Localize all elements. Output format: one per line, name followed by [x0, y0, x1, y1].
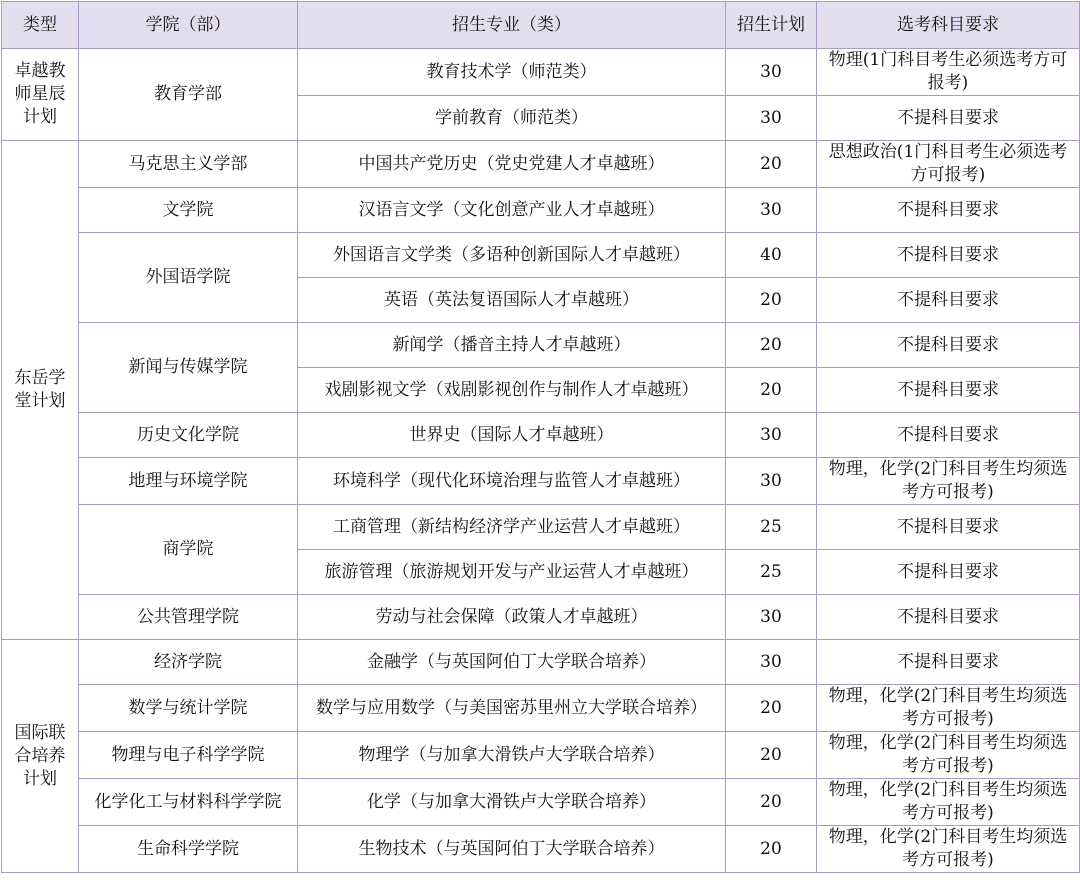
major-cell: 戏剧影视文学（戏剧影视创作与制作人才卓越班）: [298, 368, 726, 413]
college-cell: 文学院: [79, 188, 298, 233]
major-cell: 汉语言文学（文化创意产业人才卓越班）: [298, 188, 726, 233]
college-cell: 生命科学学院: [79, 826, 298, 873]
major-cell: 工商管理（新结构经济学产业运营人才卓越班）: [298, 505, 726, 550]
enrollment-plan-cell: 40: [726, 233, 817, 278]
enrollment-plan-cell: 20: [726, 779, 817, 826]
college-cell: 新闻与传媒学院: [79, 323, 298, 413]
subject-requirement-cell: 物理，化学(2门科目考生均须选考方可报考): [817, 732, 1080, 779]
plan-type-cell: 卓越教师星辰计划: [2, 49, 79, 141]
college-cell: 历史文化学院: [79, 413, 298, 458]
college-cell: 公共管理学院: [79, 595, 298, 640]
major-cell: 物理学（与加拿大滑铁卢大学联合培养）: [298, 732, 726, 779]
enrollment-plan-cell: 30: [726, 413, 817, 458]
header-plan: 招生计划: [726, 2, 817, 49]
enrollment-plan-cell: 20: [726, 278, 817, 323]
header-college: 学院（部）: [79, 2, 298, 49]
table-row: [2, 595, 1080, 640]
table-row: [2, 188, 1080, 233]
subject-requirement-cell: 物理，化学(2门科目考生均须选考方可报考): [817, 685, 1080, 732]
major-cell: 环境科学（现代化环境治理与监管人才卓越班）: [298, 458, 726, 505]
major-cell: 教育技术学（师范类）: [298, 49, 726, 96]
enrollment-plan-cell: 20: [726, 323, 817, 368]
table-row: [2, 141, 1080, 188]
subject-requirement-cell: 不提科目要求: [817, 278, 1080, 323]
table-row: [2, 413, 1080, 458]
subject-requirement-cell: 不提科目要求: [817, 640, 1080, 685]
college-cell: 地理与环境学院: [79, 458, 298, 505]
table-row: [2, 779, 1080, 826]
subject-requirement-cell: 思想政治(1门科目考生必须选考方可报考): [817, 141, 1080, 188]
subject-requirement-cell: 物理，化学(2门科目考生均须选考方可报考): [817, 779, 1080, 826]
enrollment-plan-cell: 20: [726, 732, 817, 779]
major-cell: 旅游管理（旅游规划开发与产业运营人才卓越班）: [298, 550, 726, 595]
subject-requirement-cell: 不提科目要求: [817, 96, 1080, 141]
major-cell: 化学（与加拿大滑铁卢大学联合培养）: [298, 779, 726, 826]
subject-requirement-cell: 物理(1门科目考生必须选考方可报考): [817, 49, 1080, 96]
admission-plan-table: [1, 1, 1080, 873]
subject-requirement-cell: 不提科目要求: [817, 505, 1080, 550]
header-requirement: 选考科目要求: [817, 2, 1080, 49]
subject-requirement-cell: 不提科目要求: [817, 413, 1080, 458]
major-cell: 新闻学（播音主持人才卓越班）: [298, 323, 726, 368]
subject-requirement-cell: 物理，化学(2门科目考生均须选考方可报考): [817, 826, 1080, 873]
college-cell: 马克思主义学部: [79, 141, 298, 188]
enrollment-plan-cell: 30: [726, 595, 817, 640]
enrollment-plan-cell: 30: [726, 188, 817, 233]
subject-requirement-cell: 不提科目要求: [817, 550, 1080, 595]
plan-type-cell: 东岳学堂计划: [2, 141, 79, 640]
college-cell: 物理与电子科学学院: [79, 732, 298, 779]
major-cell: 数学与应用数学（与美国密苏里州立大学联合培养）: [298, 685, 726, 732]
subject-requirement-cell: 不提科目要求: [817, 595, 1080, 640]
header-row: [2, 2, 1080, 49]
college-cell: 数学与统计学院: [79, 685, 298, 732]
subject-requirement-cell: 不提科目要求: [817, 188, 1080, 233]
major-cell: 外国语言文学类（多语种创新国际人才卓越班）: [298, 233, 726, 278]
table-row: [2, 233, 1080, 278]
subject-requirement-cell: 不提科目要求: [817, 233, 1080, 278]
enrollment-plan-cell: 20: [726, 685, 817, 732]
college-cell: 商学院: [79, 505, 298, 595]
major-cell: 劳动与社会保障（政策人才卓越班）: [298, 595, 726, 640]
enrollment-plan-cell: 25: [726, 505, 817, 550]
major-cell: 金融学（与英国阿伯丁大学联合培养）: [298, 640, 726, 685]
subject-requirement-cell: 不提科目要求: [817, 323, 1080, 368]
major-cell: 英语（英法复语国际人才卓越班）: [298, 278, 726, 323]
enrollment-plan-cell: 30: [726, 458, 817, 505]
table-row: [2, 732, 1080, 779]
major-cell: 生物技术（与英国阿伯丁大学联合培养）: [298, 826, 726, 873]
major-cell: 中国共产党历史（党史党建人才卓越班）: [298, 141, 726, 188]
header-type: 类型: [2, 2, 79, 49]
subject-requirement-cell: 物理，化学(2门科目考生均须选考方可报考): [817, 458, 1080, 505]
college-cell: 外国语学院: [79, 233, 298, 323]
college-cell: 教育学部: [79, 49, 298, 141]
table-body: [2, 49, 1080, 873]
enrollment-plan-cell: 30: [726, 96, 817, 141]
header-major: 招生专业（类）: [298, 2, 726, 49]
major-cell: 世界史（国际人才卓越班）: [298, 413, 726, 458]
table-row: [2, 49, 1080, 96]
table-row: [2, 458, 1080, 505]
college-cell: 经济学院: [79, 640, 298, 685]
enrollment-plan-cell: 30: [726, 49, 817, 96]
table-row: [2, 826, 1080, 873]
table-row: [2, 323, 1080, 368]
table-row: [2, 685, 1080, 732]
enrollment-plan-cell: 20: [726, 826, 817, 873]
plan-type-cell: 国际联合培养计划: [2, 640, 79, 873]
table-row: [2, 640, 1080, 685]
enrollment-plan-cell: 30: [726, 640, 817, 685]
college-cell: 化学化工与材料科学学院: [79, 779, 298, 826]
major-cell: 学前教育（师范类）: [298, 96, 726, 141]
enrollment-plan-cell: 20: [726, 368, 817, 413]
enrollment-plan-cell: 25: [726, 550, 817, 595]
table-row: [2, 505, 1080, 550]
subject-requirement-cell: 不提科目要求: [817, 368, 1080, 413]
enrollment-plan-cell: 20: [726, 141, 817, 188]
